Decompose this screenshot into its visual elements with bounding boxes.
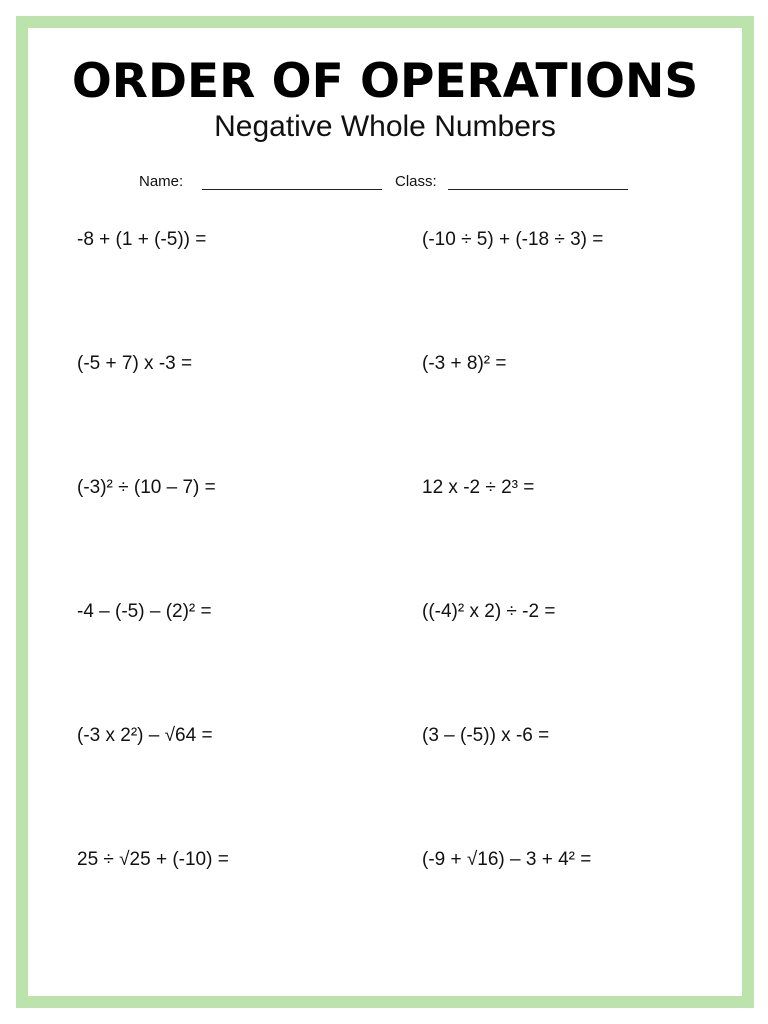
problem-10: (3 – (-5)) x -6 = [422,725,550,746]
problem-3: (-5 + 7) x -3 = [77,353,193,374]
worksheet-subtitle: Negative Whole Numbers [214,110,556,143]
problem-8: ((-4)² x 2) ÷ -2 = [422,601,556,622]
class-label: Class: [395,173,437,190]
problem-1: -8 + (1 + (-5)) = [77,229,207,250]
problem-11: 25 ÷ √25 + (-10) = [77,849,229,870]
problem-6: 12 x -2 ÷ 2³ = [422,477,535,498]
worksheet-title: ORDER OF OPERATIONS [71,54,699,109]
problem-12: (-9 + √16) – 3 + 4² = [422,849,592,870]
student-info-row [28,172,742,196]
worksheet-page [16,16,754,1008]
name-field[interactable] [202,189,382,190]
problem-9: (-3 x 2²) – √64 = [77,725,213,746]
problem-5: (-3)² ÷ (10 – 7) = [77,477,216,498]
name-label: Name: [139,173,184,190]
problem-7: -4 – (-5) – (2)² = [77,601,212,622]
class-field[interactable] [448,189,628,190]
problem-4: (-3 + 8)² = [422,353,507,374]
problem-2: (-10 ÷ 5) + (-18 ÷ 3) = [422,229,604,250]
